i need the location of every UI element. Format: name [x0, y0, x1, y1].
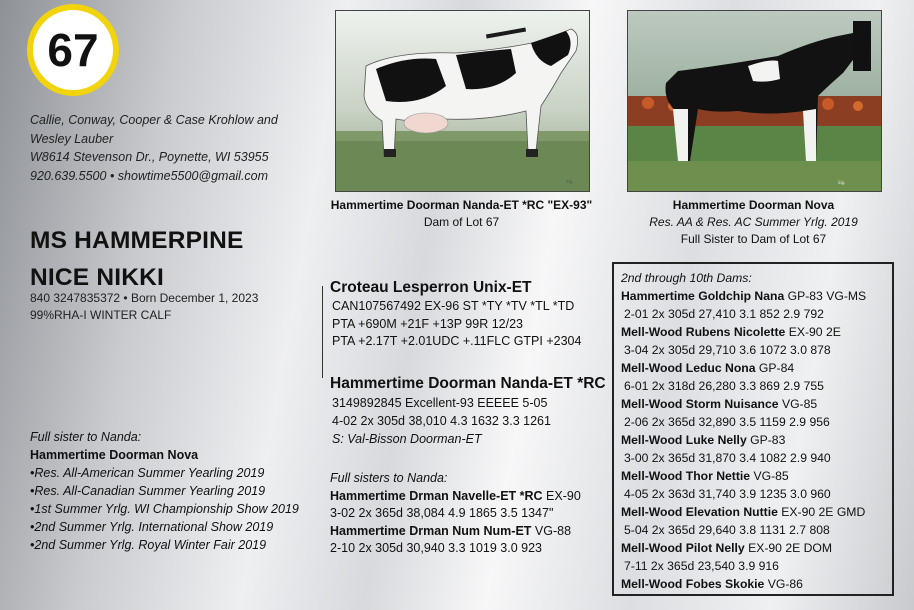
- consignor-address: W8614 Stevenson Dr., Poynette, WI 53955: [30, 150, 269, 164]
- full-sister-photo-title: Hammertime Doorman Nova: [672, 198, 835, 212]
- dam-line-record: 5-04 2x 365d 29,640 3.8 1131 2.7 808: [624, 523, 830, 537]
- full-sister-photo: [627, 10, 882, 192]
- dam-line-record: 3-00 2x 365d 31,870 3.4 1082 2.9 940: [624, 451, 831, 465]
- full-sisters-heading: Full sisters to Nanda:: [330, 471, 448, 485]
- full-sister-photo-caption: [617, 197, 890, 248]
- consignor-names: Callie, Conway, Cooper & Case Krohlow and: [30, 113, 278, 127]
- full-sister-photo-award: Res. AA & Res. AC Summer Yrlg. 2019: [649, 215, 858, 229]
- lot-number: 67: [47, 24, 99, 76]
- show-award: •Res. All-American Summer Yearling 2019: [30, 466, 265, 480]
- dam-line-class: VG-85: [778, 397, 818, 411]
- show-award: •2nd Summer Yrlg. International Show 2019: [30, 520, 274, 534]
- animal-id-birth: 840 3247835372 • Born December 1, 2023: [30, 291, 259, 305]
- full-sister-photo-note: Full Sister to Dam of Lot 67: [680, 232, 827, 246]
- dam-id-classification: 3149892845 Excellent-93 EEEEE 5-05: [332, 396, 548, 410]
- consignor-names-cont: Wesley Lauber: [30, 131, 114, 146]
- show-record-animal: Hammertime Doorman Nova: [30, 448, 199, 462]
- maternal-line-box: [612, 262, 894, 596]
- dam-block: [330, 374, 620, 448]
- dam-name: Hammertime Doorman Nanda-ET *RC: [330, 375, 606, 392]
- dam-line-record: 6-01 2x 318d 26,280 3.3 869 2.9 755: [624, 379, 824, 393]
- dam-line-name: Mell-Wood Luke Nelly: [621, 433, 747, 447]
- dam-photo-title: Hammertime Doorman Nanda-ET *RC "EX-93": [330, 198, 593, 212]
- dam-line-name: Mell-Wood Fobes Skokie: [621, 577, 765, 591]
- sire-id-classification: CAN107567492 EX-96 ST *TY *TV *TL *TD: [332, 299, 575, 313]
- show-award: •2nd Summer Yrlg. Royal Winter Fair 2019: [30, 538, 267, 552]
- dam-line-name: Mell-Wood Rubens Nicolette: [621, 325, 786, 339]
- full-sister-class: EX-90: [542, 488, 581, 503]
- dam-line-name: Mell-Wood Elevation Nuttie: [621, 505, 778, 519]
- dam-line-name: Mell-Wood Pilot Nelly: [621, 541, 745, 555]
- dam-line-name: Mell-Wood Storm Nuisance: [621, 397, 779, 411]
- consignor-contact: 920.639.5500 • showtime5500@gmail.com: [30, 168, 269, 183]
- dam-line-class: EX-90 2E: [785, 325, 841, 339]
- sire-name: Croteau Lesperron Unix-ET: [330, 279, 532, 296]
- show-award: •1st Summer Yrlg. WI Championship Show 2019: [30, 502, 299, 516]
- dam-line-class: VG-86: [764, 577, 803, 591]
- dam-record: 4-02 2x 305d 38,010 4.3 1632 3.3 1261: [332, 414, 551, 428]
- animal-name-line2: NICE NIKKI: [30, 264, 165, 291]
- animal-name: [30, 222, 244, 296]
- consignor-block: [30, 111, 300, 185]
- full-sister-class: VG-88: [531, 523, 572, 538]
- dam-photo: [335, 10, 590, 192]
- animal-name-line1: MS HAMMERPINE: [30, 227, 244, 254]
- svg-text:Sig.: Sig.: [566, 180, 574, 185]
- dam-line-class: VG-85: [750, 469, 789, 483]
- dam-line-class: GP-83: [746, 433, 786, 447]
- show-award: •Res. All-Canadian Summer Yearling 2019: [30, 484, 266, 498]
- dam-line-record: 7-11 2x 365d 23,540 3.9 916: [624, 559, 779, 573]
- dam-line-class: GP-84: [755, 361, 795, 375]
- full-sister-record: 2-10 2x 305d 30,940 3.3 1019 3.0 923: [330, 541, 542, 555]
- dam-line-class: GP-83 VG-MS: [784, 289, 867, 303]
- full-sister-name: Hammertime Drman Num Num-ET: [330, 523, 532, 538]
- animal-info: [30, 290, 258, 324]
- lot-number-badge: [27, 4, 119, 96]
- dam-line-class: EX-90 2E DOM: [744, 541, 833, 555]
- animal-breed-class: 99%RHA-I WINTER CALF: [30, 308, 172, 322]
- dam-line-record: 2-01 2x 305d 27,410 3.1 852 2.9 792: [624, 307, 824, 321]
- sire-block: [330, 278, 610, 351]
- sire-pta-type: PTA +2.17T +2.01UDC +.11FLC GTPI +2304: [332, 334, 582, 348]
- dam-photo-caption: [325, 197, 598, 231]
- show-record-block: [30, 428, 320, 554]
- dam-line-class: EX-90 2E GMD: [777, 505, 866, 519]
- full-sister-name: Hammertime Drman Navelle-ET *RC: [330, 488, 543, 503]
- show-record-heading: Full sister to Nanda:: [30, 430, 142, 444]
- dam-line-name: Hammertime Goldchip Nana: [621, 289, 785, 303]
- sire-pta-production: PTA +690M +21F +13P 99R 12/23: [332, 316, 523, 331]
- full-sisters-block: [330, 470, 620, 558]
- dam-line-record: 3-04 2x 305d 29,710 3.6 1072 3.0 878: [624, 343, 831, 357]
- pedigree-bracket: [322, 286, 323, 378]
- svg-text:Sig.: Sig.: [838, 181, 846, 186]
- full-sister-record: 3-02 2x 365d 38,084 4.9 1865 3.5 1347": [330, 506, 554, 520]
- dam-line-record: 2-06 2x 365d 32,890 3.5 1159 2.9 956: [624, 415, 830, 429]
- dam-line-name: Mell-Wood Thor Nettie: [621, 469, 751, 483]
- maternal-line-heading: 2nd through 10th Dams:: [621, 271, 752, 285]
- dam-photo-subtitle: Dam of Lot 67: [423, 215, 500, 229]
- dam-line-name: Mell-Wood Leduc Nona: [621, 361, 756, 375]
- dam-sire: S: Val-Bisson Doorman-ET: [332, 432, 482, 446]
- dam-line-record: 4-05 2x 363d 31,740 3.9 1235 3.0 960: [624, 487, 831, 501]
